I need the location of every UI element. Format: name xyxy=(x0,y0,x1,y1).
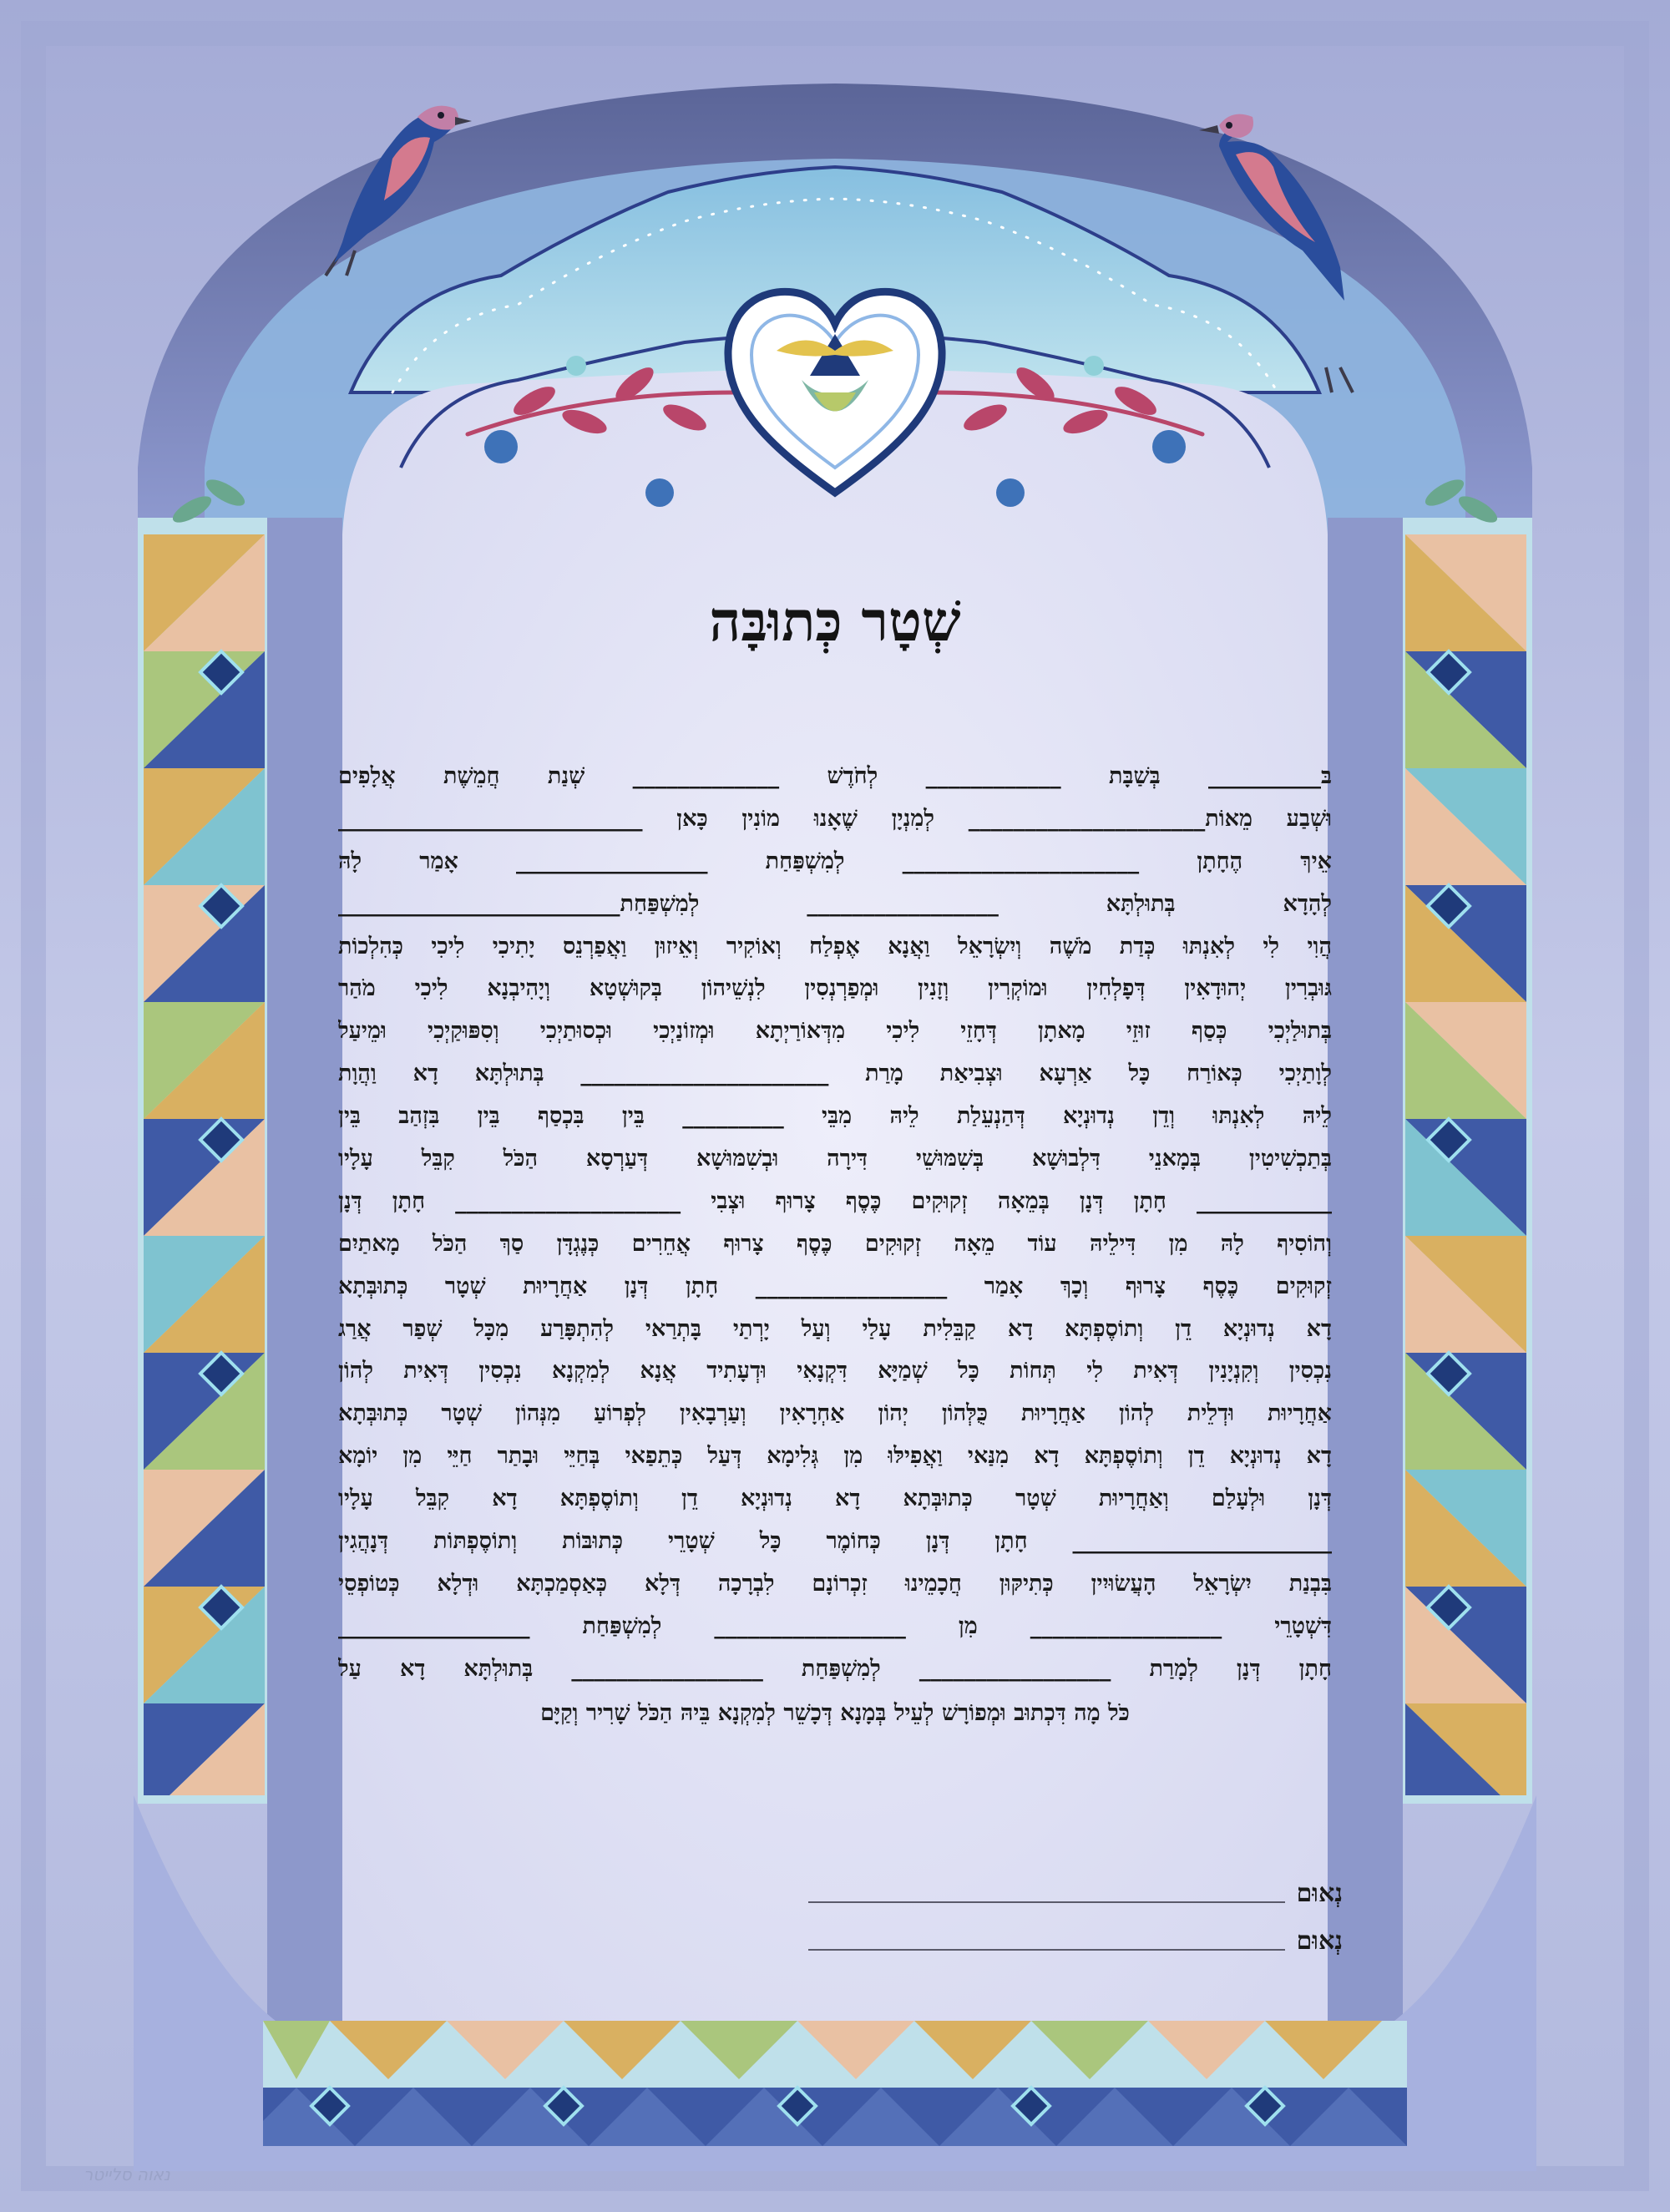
text-line: הֲוִי לִי לְאִנְתּוּ כְּדַת מֹשֶׁה וְיִשְׂרָאֵל וַאֲנָא אֶפְלַח וְאוֹקִיר וְאֵיזוּן וַאֲפַרְנֵס יָתִיכִי לִיכִי כְּהִלְכוֹת xyxy=(338,933,1332,959)
text-line: לֵיהּ לְאִנְתּוּ וְדֵן נְדוּנְיָא דְּהַנְעֵלַת לֵיהּ מִבֵּי _________ בֵּין בִּכְסַף בֵּין בִּזְהַב בֵּין xyxy=(338,1103,1332,1130)
text-line: לְוָתַיְכִי כְּאוֹרַח כָּל אַרְעָא וּצְבִיאַת מָרַת ______________________ בְּתוּלְתָּא דָא וַהֲוָת xyxy=(338,1060,1332,1087)
closing-line: כֹּל מָה דִּכְתוּב וּמְפוֹרָשׁ לְעֵיל בְּמָנָא דְּכָשֵׁר לְמִקְנָא בֵּיהּ הַכֹּל שָׁרִיר וְקַיָּם xyxy=(540,1700,1130,1726)
text-line: בְּתַכְשִׁיטִין בְּמָאנֵי דִּלְבוּשָׁא בְּשִׁמּוּשֵׁי דִּירָה וּבְשִׁמּוּשָׁא דְּעַרְסָא הַכֹּל קִבֵּל עָלָיו xyxy=(338,1146,1332,1172)
text-line: גּוּבְרִין יְהוּדָאִין דְּפָלְחִין וּמוֹקְרִין וְזָנִין וּמְפַרְנְסִין לִנְשֵׁיהוֹן בְּקוּשְׁטָא וְיָהִיבְנָא לִיכִי מֹהַר xyxy=(338,975,1332,1002)
text-line: חָתָן דְּנָן לְמָרַת _________________ לְמִשְׁפַּחַת _________________ בְּתוּלְתָּא דָא עַל xyxy=(338,1655,1332,1682)
artist-signature: נאוה סלייטר xyxy=(84,2164,170,2184)
text-line: ____________ חָתָן דְּנָן בְּמֵאָה זְקוּקִים כֶּסֶף צָרוּף וּצְבִי ____________________ חָתָן דְּנָן xyxy=(338,1187,1332,1214)
text-line: דָא נְדוּנְיָא דֵן וְתוֹסֶפְתָּא דָא קַבֵּלִית עָלַי וְעַל יָרְתַי בָּתְרַאי לְהִתְפָּרַע מִכָּל שְׁפַר אֲרַג xyxy=(338,1315,1332,1342)
text-line: בִּבְנַת יִשְׂרָאֵל הָעֲשׂוּיִין כְּתִיקּוּן חֲכָמֵינוּ זִכְרוֹנָם לִבְרָכָה דְּלָא כְּאַסְמַכְתָּא וּדְלָא כְּטוֹפְסֵי xyxy=(338,1570,1332,1597)
text-line: וּשְׁבַע מֵאוֹת_____________________ לְמִנְיָן שֶׁאָנוּ מוֹנִין כָּאן ___________________________ xyxy=(338,805,1332,832)
ketubah-text-body xyxy=(338,756,1332,1691)
witness-signature-2[interactable] xyxy=(808,1914,1343,1956)
ketubah-title: שְׁטָר כְּתוּבָּה xyxy=(709,589,961,654)
text-line: דָא נְדוּנְיָא דֵן וְתוֹסֶפְתָּא דָא מִנַּאי וַאֲפִילּוּ מִן גְּלִימָא דְּעַל כְּתֵפַאי בְּחַיֵּי וּבָתַר חַיֵּי מִן יוֹמָא xyxy=(338,1443,1332,1470)
text-line: לְהָדָא בְּתוּלְתָּא _________________ לְמִשְׁפַּחַת_________________________ xyxy=(338,890,1332,917)
text-line: _______________________ חָתָן דְּנָן כְּחוֹמֶר כָּל שְׁטָרֵי כְּתוּבּוֹת וְתוֹסֶפְתּוֹת דְּנָהֲגִין xyxy=(338,1528,1332,1555)
text-line: נִכְסִין וְקִנְיָנִין דְּאִית לִי תְּחוֹת כָּל שְׁמַיָּא דִּקְנָאִי וּדְעָתִיד אֲנָא לְמִקְנָא נִכְסִין דְּאִית לְהוֹן xyxy=(338,1358,1332,1384)
text-line: זְקוּקִים כֶּסֶף צָרוּף וְכָךְ אָמַר _________________ חָתָן דְּנָן אַחֲרָיוּת שְׁטָר כְּתוּבְּתָא xyxy=(338,1273,1332,1299)
text-line: בְּתוּלַיְכִי כְּסַף זוּזֵי מָאתָן דְּחָזֵי לִיכִי מִדְּאוֹרַיְתָא וּמְזוֹנַיְכִי וּכְסוּתַיְכִי וְסִפּוּקַיְכִי וּמֵיעַל xyxy=(338,1018,1332,1045)
text-line: אַחֲרָיוּת וּדְלֵית לְהוֹן אַחֲרָיוּת כֻּלְּהוֹן יְהוֹן אַחְרָאִין וְעַרְבָאִין לְפְרוֹעַ מִנְּהוֹן שְׁטָר כְּתוּבְּתָא xyxy=(338,1400,1332,1427)
witness-label: נְאוּם xyxy=(1296,1926,1343,1956)
text-line: דִּשְׁטָרֵי _________________ מִן _________________ לְמִשְׁפַּחַת _________________ xyxy=(338,1612,1332,1639)
signature-line[interactable] xyxy=(808,1941,1285,1951)
text-line: דְּנָן וּלְעָלַם וְאַחֲרָיוּת שְׁטָר כְּתוּבְּתָא דָא נְדוּנְיָא דֵן וְתוֹסֶפְתָּא דָא קִבֵּל עָלָיו xyxy=(338,1486,1332,1512)
text-line: וְהוֹסִיף לָהּ מִן דִּילֵיהּ עוֹד מֵאָה זְקוּקִים כֶּסֶף צָרוּף אֲחֵרִים כְּנֶגְדָּן סַךְ הַכֹּל מָאתַיִם xyxy=(338,1230,1332,1257)
witness-label: נְאוּם xyxy=(1296,1879,1343,1908)
signature-line[interactable] xyxy=(808,1893,1285,1903)
text-line: אֵיךְ הֶחָתָן _____________________ לְמִשְׁפַּחַת _________________ אָמַר לָהּ xyxy=(338,848,1332,874)
text-line: בּ__________ בְּשַׁבָּת ____________ לְחֹדֶשׁ _____________ שְׁנַת חֲמֵשֶׁת אֲלָפִים xyxy=(338,763,1332,789)
witness-signature-1[interactable] xyxy=(808,1866,1343,1908)
